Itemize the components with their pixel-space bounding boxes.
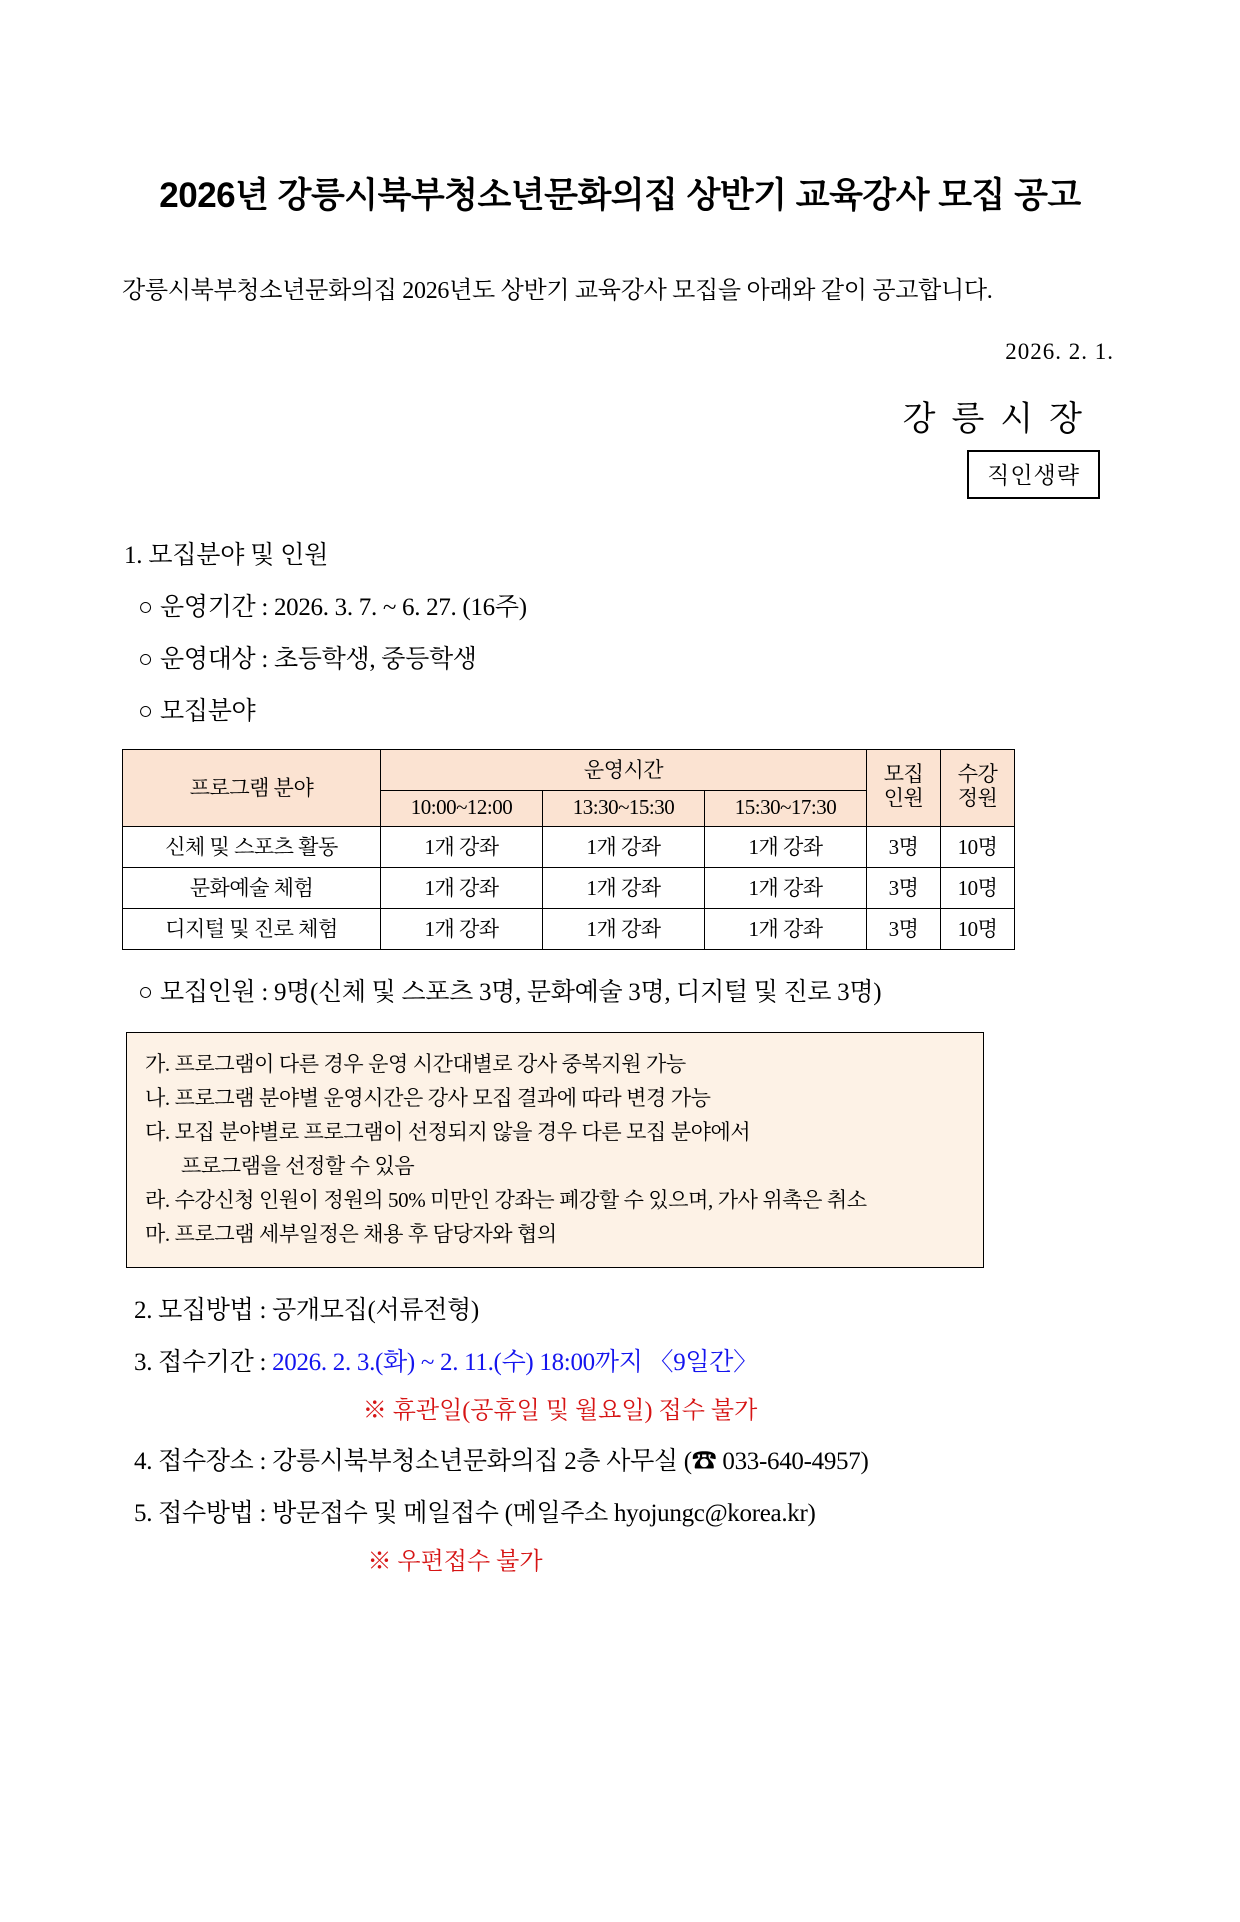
th-slot-1: 10:00~12:00: [381, 791, 543, 827]
bullet-recruit-fields: [120, 691, 1120, 727]
th-field: 프로그램 분야: [123, 750, 381, 827]
bullet-recruit-fields-text: 모집분야: [160, 698, 256, 725]
note-item-c-cont: 프로그램을 선정할 수 있음: [181, 1154, 415, 1179]
document-page: [0, 168, 1240, 1922]
numbered-items: [120, 1290, 1120, 1576]
item-application-period: [120, 1342, 1120, 1378]
note-item-b: 나. 프로그램 분야별 운영시간은 강사 모집 결과에 따라 변경 가능: [145, 1086, 711, 1111]
th-slot-3: 15:30~17:30: [705, 791, 867, 827]
cell-slot-1: 1개 강좌: [381, 868, 543, 909]
th-capacity-line2: 정원: [957, 786, 998, 810]
intro-paragraph: 강릉시북부청소년문화의집 2026년도 상반기 교육강사 모집을 아래와 같이 공고합니다.: [122, 278, 993, 304]
page-title: 2026년 강릉시북부청소년문화의집 상반기 교육강사 모집 공고: [159, 176, 1081, 215]
item-4-value: 강릉시북부청소년문화의집 2층 사무실 (☎ 033-640-4957): [272, 1448, 869, 1476]
bullet-marker-icon: ○: [138, 979, 153, 1006]
seal-omitted-box: 직인생략: [967, 450, 1100, 499]
th-capacity: [941, 750, 1015, 827]
bullet-marker-icon: ○: [138, 594, 153, 621]
cell-slot-2: 1개 강좌: [543, 868, 705, 909]
bullet-total-recruit: [120, 972, 1120, 1008]
bullet-marker-icon: ○: [138, 646, 153, 673]
item-5-note: ※ 우편접수 불가: [367, 1549, 543, 1576]
item-5-label: 5. 접수방법 :: [134, 1500, 267, 1528]
cell-field: 신체 및 스포츠 활동: [123, 827, 381, 868]
cell-slot-2: 1개 강좌: [543, 909, 705, 950]
cell-capacity: 10명: [941, 909, 1015, 950]
table-row: [123, 827, 1015, 868]
bullet-operating-period-text: 운영기간 : 2026. 3. 7. ~ 6. 27. (16주): [160, 594, 527, 621]
cell-recruit: 3명: [867, 827, 941, 868]
th-recruit-count-line1: 모집: [883, 762, 924, 787]
table-row: [123, 909, 1015, 950]
cell-slot-3: 1개 강좌: [705, 909, 867, 950]
th-slot-2: 13:30~15:30: [543, 791, 705, 827]
cell-recruit: 3명: [867, 868, 941, 909]
item-submission-method: [120, 1493, 1120, 1529]
section-1-heading: 1. 모집분야 및 인원: [124, 542, 329, 569]
bullet-target-audience: [120, 639, 1120, 675]
th-recruit-count-line2: 인원: [883, 786, 924, 810]
th-capacity-line1: 수강: [957, 762, 998, 787]
note-item-d: 라. 수강신청 인원이 정원의 50% 미만인 강좌는 폐강할 수 있으며, 가사 위촉은 취소: [145, 1188, 867, 1213]
item-2-value: 공개모집(서류전형): [272, 1297, 479, 1325]
issuer-name: 강릉시장: [902, 401, 1098, 438]
cell-slot-1: 1개 강좌: [381, 827, 543, 868]
bullet-total-recruit-text: 모집인원 : 9명(신체 및 스포츠 3명, 문화예술 3명, 디지털 및 진로 3명): [160, 979, 882, 1006]
bullet-marker-icon: ○: [138, 698, 153, 725]
cell-field: 디지털 및 진로 체험: [123, 909, 381, 950]
item-3-note: ※ 휴관일(공휴일 및 월요일) 접수 불가: [362, 1398, 758, 1425]
program-table: [122, 749, 1015, 950]
cell-capacity: 10명: [941, 868, 1015, 909]
table-header-row-1: [123, 750, 1015, 791]
note-item-a: 가. 프로그램이 다른 경우 운영 시간대별로 강사 중복지원 가능: [145, 1052, 686, 1076]
bullet-target-audience-text: 운영대상 : 초등학생, 중등학생: [160, 646, 477, 673]
cell-slot-1: 1개 강좌: [381, 909, 543, 950]
cell-recruit: 3명: [867, 909, 941, 950]
cell-capacity: 10명: [941, 827, 1015, 868]
note-item-c: 다. 모집 분야별로 프로그램이 선정되지 않을 경우 다른 모집 분야에서: [145, 1120, 751, 1145]
notes-box: [126, 1032, 984, 1268]
cell-slot-3: 1개 강좌: [705, 827, 867, 868]
table-row: [123, 868, 1015, 909]
cell-slot-2: 1개 강좌: [543, 827, 705, 868]
item-4-label: 4. 접수장소 :: [134, 1448, 267, 1476]
issue-date: 2026. 2. 1.: [1005, 339, 1114, 364]
item-application-method: [120, 1290, 1120, 1326]
cell-slot-3: 1개 강좌: [705, 868, 867, 909]
item-application-place: [120, 1441, 1120, 1477]
item-3-label: 3. 접수기간 :: [134, 1349, 267, 1377]
th-recruit-count: [867, 750, 941, 827]
bullet-operating-period: [120, 587, 1120, 623]
th-hours: 운영시간: [381, 750, 867, 791]
item-3-value: 2026. 2. 3.(화) ~ 2. 11.(수) 18:00까지 〈9일간〉: [272, 1349, 758, 1377]
item-5-value: 방문접수 및 메일접수 (메일주소 hyojungc@korea.kr): [272, 1500, 816, 1528]
cell-field: 문화예술 체험: [123, 868, 381, 909]
note-item-e: 마. 프로그램 세부일정은 채용 후 담당자와 협의: [145, 1222, 557, 1247]
item-2-label: 2. 모집방법 :: [134, 1297, 267, 1325]
seal-row: [120, 450, 1120, 499]
